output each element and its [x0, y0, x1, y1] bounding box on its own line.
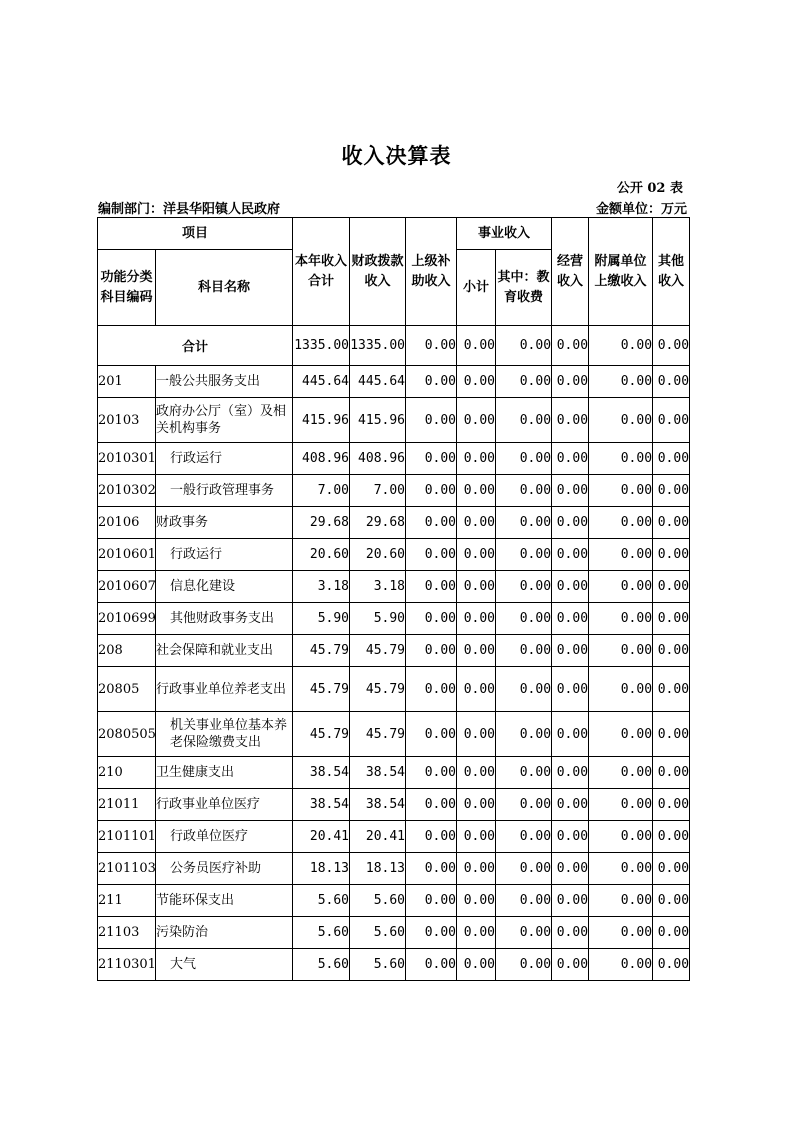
operating-cell: 0.00 — [552, 507, 589, 539]
superior-cell: 0.00 — [406, 366, 457, 398]
header-superior: 上级补助收入 — [406, 218, 457, 326]
table-row — [98, 853, 690, 885]
func-code-cell: 2101103 — [98, 853, 156, 885]
edu-fee-cell: 0.00 — [496, 635, 552, 667]
table-row — [98, 821, 690, 853]
other-cell: 0.00 — [653, 712, 690, 757]
superior-cell: 0.00 — [406, 475, 457, 507]
subject-name-cell: 行政运行 — [156, 443, 293, 475]
fiscal-cell: 20.60 — [350, 539, 406, 571]
department-label: 编制部门：洋县华阳镇人民政府 — [98, 202, 281, 217]
fiscal-cell: 3.18 — [350, 571, 406, 603]
superior-cell: 0.00 — [406, 949, 457, 981]
total-cell: 20.41 — [293, 821, 350, 853]
income-table — [97, 217, 690, 981]
subject-name-cell: 信息化建设 — [156, 571, 293, 603]
total-row — [98, 326, 690, 366]
header-other: 其他收入 — [653, 218, 690, 326]
fiscal-cell: 408.96 — [350, 443, 406, 475]
total-cell: 20.60 — [293, 539, 350, 571]
subtotal-cell: 0.00 — [457, 603, 496, 635]
table-row — [98, 603, 690, 635]
unit-label: 金额单位：万元 — [595, 202, 687, 217]
superior-cell: 0.00 — [406, 539, 457, 571]
superior-cell: 0.00 — [406, 507, 457, 539]
header-fiscal: 财政拨款收入 — [350, 218, 406, 326]
table-row — [98, 712, 690, 757]
table-row — [98, 507, 690, 539]
edu-fee-cell: 0.00 — [496, 571, 552, 603]
fiscal-cell: 5.60 — [350, 885, 406, 917]
edu-fee-cell: 0.00 — [496, 789, 552, 821]
affiliated-cell: 0.00 — [589, 821, 653, 853]
table-row — [98, 635, 690, 667]
operating-cell: 0.00 — [552, 603, 589, 635]
edu-fee-cell: 0.00 — [496, 949, 552, 981]
total-cell: 445.64 — [293, 366, 350, 398]
affiliated-cell: 0.00 — [589, 571, 653, 603]
fiscal-cell: 445.64 — [350, 366, 406, 398]
func-code-cell: 210 — [98, 757, 156, 789]
affiliated-cell: 0.00 — [589, 949, 653, 981]
total-cell: 18.13 — [293, 853, 350, 885]
superior-cell: 0.00 — [406, 821, 457, 853]
subject-name-cell: 政府办公厅（室）及相关机构事务 — [156, 398, 293, 443]
superior-cell: 0.00 — [406, 398, 457, 443]
total-cell: 45.79 — [293, 667, 350, 712]
total-cell: 415.96 — [293, 398, 350, 443]
total-cell: 38.54 — [293, 757, 350, 789]
other-cell: 0.00 — [653, 539, 690, 571]
other-cell: 0.00 — [653, 571, 690, 603]
superior-cell: 0.00 — [406, 853, 457, 885]
affiliated-cell: 0.00 — [589, 603, 653, 635]
func-code-cell: 2101101 — [98, 821, 156, 853]
fiscal-cell: 45.79 — [350, 712, 406, 757]
operating-cell: 0.00 — [552, 667, 589, 712]
table-row — [98, 475, 690, 507]
header-edu-fee: 其中：教育收费 — [496, 250, 552, 326]
total-cell: 5.60 — [293, 949, 350, 981]
operating-cell: 0.00 — [552, 949, 589, 981]
total-cell: 5.90 — [293, 603, 350, 635]
func-code-cell: 211 — [98, 885, 156, 917]
subject-name-cell: 其他财政事务支出 — [156, 603, 293, 635]
operating-cell: 0.00 — [552, 635, 589, 667]
edu-fee-cell: 0.00 — [496, 475, 552, 507]
fiscal-cell: 29.68 — [350, 507, 406, 539]
affiliated-cell: 0.00 — [589, 398, 653, 443]
header-func-code: 功能分类科目编码 — [98, 250, 156, 326]
edu-fee-cell: 0.00 — [496, 917, 552, 949]
header-item: 项目 — [98, 218, 293, 250]
affiliated-cell: 0.00 — [589, 635, 653, 667]
affiliated-cell: 0.00 — [589, 789, 653, 821]
edu-fee-cell: 0.00 — [496, 821, 552, 853]
operating-cell: 0.00 — [552, 821, 589, 853]
edu-fee-cell: 0.00 — [496, 667, 552, 712]
total-cell: 3.18 — [293, 571, 350, 603]
subject-name-cell: 污染防治 — [156, 917, 293, 949]
subject-name-cell: 行政事业单位医疗 — [156, 789, 293, 821]
subtotal-cell: 0.00 — [457, 667, 496, 712]
operating-cell: 0.00 — [552, 917, 589, 949]
subtotal-cell: 0.00 — [457, 635, 496, 667]
header-affiliated: 附属单位上缴收入 — [589, 218, 653, 326]
table-row — [98, 757, 690, 789]
other-cell: 0.00 — [653, 667, 690, 712]
operating-cell: 0.00 — [552, 398, 589, 443]
func-code-cell: 201 — [98, 366, 156, 398]
fiscal-cell: 38.54 — [350, 789, 406, 821]
fiscal-cell: 5.90 — [350, 603, 406, 635]
affiliated-cell: 0.00 — [589, 917, 653, 949]
func-code-cell: 2010607 — [98, 571, 156, 603]
table-row — [98, 789, 690, 821]
affiliated-cell: 0.00 — [589, 539, 653, 571]
form-number: 公开 02 表 — [616, 181, 683, 196]
fiscal-cell: 7.00 — [350, 475, 406, 507]
affiliated-cell: 0.00 — [589, 443, 653, 475]
edu-fee-cell: 0.00 — [496, 757, 552, 789]
edu-fee-cell: 0.00 — [496, 885, 552, 917]
subject-name-cell: 一般行政管理事务 — [156, 475, 293, 507]
table-row — [98, 571, 690, 603]
superior-cell: 0.00 — [406, 917, 457, 949]
subject-name-cell: 机关事业单位基本养老保险缴费支出 — [156, 712, 293, 757]
header-subtotal: 小计 — [457, 250, 496, 326]
fiscal-cell: 415.96 — [350, 398, 406, 443]
edu-fee-cell: 0.00 — [496, 603, 552, 635]
operating-cell: 0.00 — [552, 366, 589, 398]
affiliated-cell: 0.00 — [589, 507, 653, 539]
subtotal-cell: 0.00 — [457, 712, 496, 757]
table-row — [98, 949, 690, 981]
operating-cell: 0.00 — [552, 853, 589, 885]
header-subject-name: 科目名称 — [156, 250, 293, 326]
table-row — [98, 667, 690, 712]
subject-name-cell: 大气 — [156, 949, 293, 981]
subtotal-cell: 0.00 — [457, 949, 496, 981]
subtotal-cell: 0.00 — [457, 326, 496, 366]
fiscal-cell: 45.79 — [350, 635, 406, 667]
edu-fee-cell: 0.00 — [496, 398, 552, 443]
table-row — [98, 366, 690, 398]
fiscal-cell: 5.60 — [350, 917, 406, 949]
table-row — [98, 885, 690, 917]
other-cell: 0.00 — [653, 885, 690, 917]
fiscal-cell: 5.60 — [350, 949, 406, 981]
edu-fee-cell: 0.00 — [496, 326, 552, 366]
subtotal-cell: 0.00 — [457, 398, 496, 443]
superior-cell: 0.00 — [406, 885, 457, 917]
subject-name-cell: 卫生健康支出 — [156, 757, 293, 789]
fiscal-cell: 38.54 — [350, 757, 406, 789]
edu-fee-cell: 0.00 — [496, 539, 552, 571]
fiscal-cell: 18.13 — [350, 853, 406, 885]
edu-fee-cell: 0.00 — [496, 507, 552, 539]
affiliated-cell: 0.00 — [589, 712, 653, 757]
total-cell: 1335.00 — [293, 326, 350, 366]
table-row — [98, 398, 690, 443]
subtotal-cell: 0.00 — [457, 757, 496, 789]
superior-cell: 0.00 — [406, 571, 457, 603]
subtotal-cell: 0.00 — [457, 366, 496, 398]
operating-cell: 0.00 — [552, 789, 589, 821]
superior-cell: 0.00 — [406, 443, 457, 475]
subject-name-cell: 行政运行 — [156, 539, 293, 571]
other-cell: 0.00 — [653, 917, 690, 949]
other-cell: 0.00 — [653, 789, 690, 821]
other-cell: 0.00 — [653, 949, 690, 981]
affiliated-cell: 0.00 — [589, 667, 653, 712]
subject-name-cell: 节能环保支出 — [156, 885, 293, 917]
total-cell: 7.00 — [293, 475, 350, 507]
other-cell: 0.00 — [653, 475, 690, 507]
subtotal-cell: 0.00 — [457, 853, 496, 885]
edu-fee-cell: 0.00 — [496, 712, 552, 757]
superior-cell: 0.00 — [406, 712, 457, 757]
superior-cell: 0.00 — [406, 667, 457, 712]
affiliated-cell: 0.00 — [589, 326, 653, 366]
subtotal-cell: 0.00 — [457, 821, 496, 853]
subtotal-cell: 0.00 — [457, 917, 496, 949]
func-code-cell: 2010302 — [98, 475, 156, 507]
fiscal-cell: 1335.00 — [350, 326, 406, 366]
operating-cell: 0.00 — [552, 443, 589, 475]
superior-cell: 0.00 — [406, 757, 457, 789]
other-cell: 0.00 — [653, 443, 690, 475]
other-cell: 0.00 — [653, 507, 690, 539]
subtotal-cell: 0.00 — [457, 885, 496, 917]
total-cell: 408.96 — [293, 443, 350, 475]
func-code-cell: 20103 — [98, 398, 156, 443]
header-business: 事业收入 — [457, 218, 552, 250]
subtotal-cell: 0.00 — [457, 507, 496, 539]
subtotal-cell: 0.00 — [457, 475, 496, 507]
edu-fee-cell: 0.00 — [496, 853, 552, 885]
total-cell: 29.68 — [293, 507, 350, 539]
affiliated-cell: 0.00 — [589, 757, 653, 789]
subject-name-cell: 财政事务 — [156, 507, 293, 539]
header-operating: 经营收入 — [552, 218, 589, 326]
subtotal-cell: 0.00 — [457, 443, 496, 475]
edu-fee-cell: 0.00 — [496, 443, 552, 475]
affiliated-cell: 0.00 — [589, 885, 653, 917]
func-code-cell: 21011 — [98, 789, 156, 821]
func-code-cell: 20805 — [98, 667, 156, 712]
operating-cell: 0.00 — [552, 539, 589, 571]
operating-cell: 0.00 — [552, 885, 589, 917]
operating-cell: 0.00 — [552, 475, 589, 507]
total-cell: 38.54 — [293, 789, 350, 821]
superior-cell: 0.00 — [406, 603, 457, 635]
affiliated-cell: 0.00 — [589, 475, 653, 507]
table-row — [98, 539, 690, 571]
func-code-cell: 208 — [98, 635, 156, 667]
operating-cell: 0.00 — [552, 712, 589, 757]
edu-fee-cell: 0.00 — [496, 366, 552, 398]
total-cell: 45.79 — [293, 635, 350, 667]
func-code-cell: 21103 — [98, 917, 156, 949]
func-code-cell: 2010699 — [98, 603, 156, 635]
func-code-cell: 2010601 — [98, 539, 156, 571]
total-cell: 5.60 — [293, 885, 350, 917]
other-cell: 0.00 — [653, 398, 690, 443]
superior-cell: 0.00 — [406, 789, 457, 821]
superior-cell: 0.00 — [406, 326, 457, 366]
subject-name-cell: 行政单位医疗 — [156, 821, 293, 853]
fiscal-cell: 20.41 — [350, 821, 406, 853]
subject-name-cell: 行政事业单位养老支出 — [156, 667, 293, 712]
other-cell: 0.00 — [653, 326, 690, 366]
affiliated-cell: 0.00 — [589, 853, 653, 885]
other-cell: 0.00 — [653, 757, 690, 789]
subtotal-cell: 0.00 — [457, 571, 496, 603]
table-row — [98, 917, 690, 949]
subtotal-cell: 0.00 — [457, 539, 496, 571]
header-total: 本年收入合计 — [293, 218, 350, 326]
table-row — [98, 443, 690, 475]
other-cell: 0.00 — [653, 821, 690, 853]
total-cell: 5.60 — [293, 917, 350, 949]
subject-name-cell: 一般公共服务支出 — [156, 366, 293, 398]
func-code-cell: 20106 — [98, 507, 156, 539]
func-code-cell: 2110301 — [98, 949, 156, 981]
superior-cell: 0.00 — [406, 635, 457, 667]
operating-cell: 0.00 — [552, 571, 589, 603]
other-cell: 0.00 — [653, 366, 690, 398]
func-code-cell: 2010301 — [98, 443, 156, 475]
fiscal-cell: 45.79 — [350, 667, 406, 712]
other-cell: 0.00 — [653, 603, 690, 635]
other-cell: 0.00 — [653, 635, 690, 667]
func-code-cell: 2080505 — [98, 712, 156, 757]
total-label: 合计 — [98, 326, 293, 366]
subject-name-cell: 公务员医疗补助 — [156, 853, 293, 885]
page-title: 收入决算表 — [341, 143, 452, 168]
operating-cell: 0.00 — [552, 326, 589, 366]
total-cell: 45.79 — [293, 712, 350, 757]
subtotal-cell: 0.00 — [457, 789, 496, 821]
affiliated-cell: 0.00 — [589, 366, 653, 398]
other-cell: 0.00 — [653, 853, 690, 885]
subject-name-cell: 社会保障和就业支出 — [156, 635, 293, 667]
operating-cell: 0.00 — [552, 757, 589, 789]
